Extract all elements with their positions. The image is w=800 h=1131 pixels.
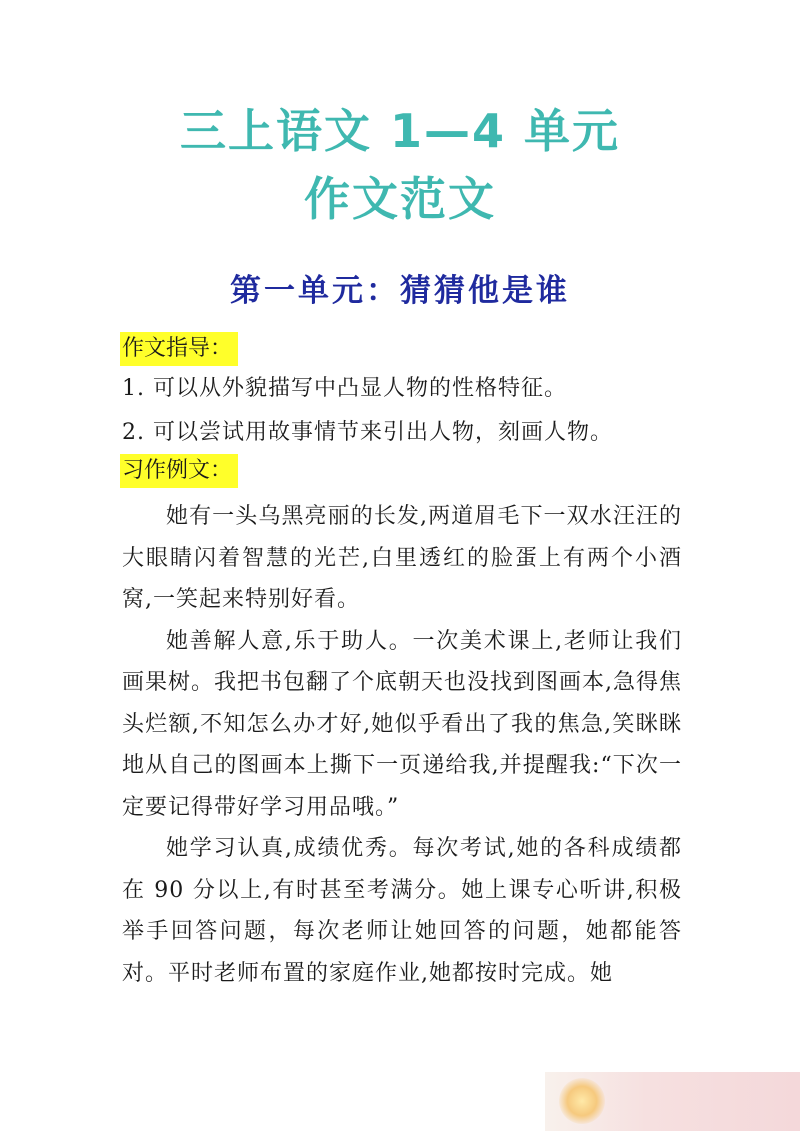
essay-paragraph-3: 她学习认真,成绩优秀。每次考试,她的各科成绩都在 90 分以上,有时甚至考满分。她上课专心听讲,积极举手回答问题，每次老师让她回答的问题，她都能答对。平时老师布置的家庭作业,她都按时完成。她 xyxy=(122,836,682,986)
essay-paragraph-2: 她善解人意,乐于助人。一次美术课上,老师让我们画果树。我把书包翻了个底朝天也没找到图画本,急得焦头烂额,不知怎么办才好,她似乎看出了我的焦急,笑眯眯地从自己的图画本上撕下一页递给我,并提醒我:“下次一定要记得带好学习用品哦。” xyxy=(122,628,682,820)
example-label: 习作例文： xyxy=(120,454,238,488)
guide-point-1: 1. 可以从外貌描写中凸显人物的性格特征。 xyxy=(122,376,567,401)
section-heading: 第一单元：猜猜他是谁 xyxy=(230,273,570,309)
watermark-logo xyxy=(545,1072,800,1131)
document-title-line2: 作文范文 xyxy=(304,172,496,226)
essay-paragraph-1: 她有一头乌黑亮丽的长发,两道眉毛下一双水汪汪的大眼睛闪着智慧的光芒,白里透红的脸蛋上有两个小酒窝,一笑起来特别好看。 xyxy=(122,504,682,612)
example-essay xyxy=(122,496,682,994)
document-title-line1: 三上语文 1—4 单元 xyxy=(179,104,621,158)
watermark-glow-icon xyxy=(559,1078,605,1124)
guide-point-2: 2. 可以尝试用故事情节来引出人物，刻画人物。 xyxy=(122,420,613,445)
guide-label: 作文指导： xyxy=(120,332,238,366)
